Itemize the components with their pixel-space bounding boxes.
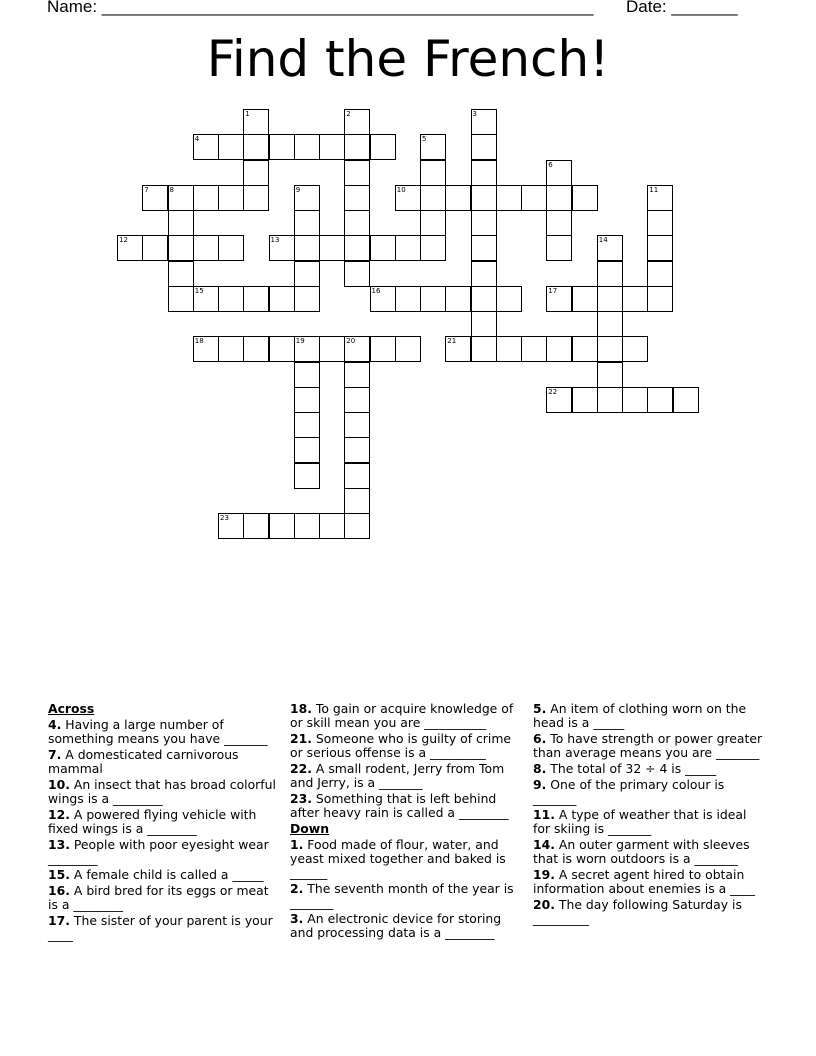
clue-text: A female child is called a _____	[73, 867, 264, 882]
clue-text: The day following Saturday is _________	[533, 897, 742, 926]
grid-cell[interactable]	[647, 286, 673, 312]
clue-text: A small rodent, Jerry from Tom and Jerry, is a _______	[290, 761, 505, 790]
grid-cell[interactable]	[395, 235, 421, 261]
page-title: Find the French!	[206, 30, 610, 88]
grid-cell[interactable]	[168, 185, 194, 211]
clue-down-9	[533, 778, 765, 806]
clue-across-22	[290, 762, 522, 790]
grid-cell[interactable]	[572, 387, 598, 413]
grid-cell[interactable]	[344, 513, 370, 539]
clue-across-23	[290, 792, 522, 820]
grid-cell[interactable]	[597, 311, 623, 337]
grid-cell[interactable]	[193, 286, 219, 312]
clue-text: To gain or acquire knowledge of or skill mean you are __________	[290, 701, 514, 730]
grid-cell[interactable]	[445, 185, 471, 211]
grid-cell[interactable]	[546, 235, 572, 261]
grid-cell[interactable]	[572, 286, 598, 312]
grid-cell[interactable]	[471, 134, 497, 160]
clue-down-3	[290, 912, 522, 940]
clue-number: 4.	[48, 717, 62, 732]
clue-across-16	[48, 884, 278, 912]
grid-cell[interactable]	[243, 109, 269, 135]
grid-cell[interactable]	[445, 336, 471, 362]
grid-cell[interactable]	[294, 437, 320, 463]
cell-number: 1	[245, 110, 250, 118]
grid-cell[interactable]	[395, 185, 421, 211]
grid-cell[interactable]	[420, 134, 446, 160]
grid-cell[interactable]	[546, 286, 572, 312]
grid-cell[interactable]	[597, 362, 623, 388]
clue-text: An outer garment with sleeves that is worn outdoors is a _______	[533, 837, 750, 866]
clue-number: 18.	[290, 701, 312, 716]
grid-cell[interactable]	[243, 160, 269, 186]
grid-cell[interactable]	[294, 235, 320, 261]
grid-cell[interactable]	[344, 160, 370, 186]
clue-across-21	[290, 732, 522, 760]
clue-text: A domesticated carnivorous mammal	[48, 747, 239, 776]
grid-cell[interactable]	[597, 261, 623, 287]
clue-number: 11.	[533, 807, 555, 822]
grid-cell[interactable]	[471, 109, 497, 135]
clue-text: Food made of flour, water, and yeast mixed together and baked is ______	[290, 837, 506, 880]
grid-cell[interactable]	[647, 210, 673, 236]
clue-down-1	[290, 838, 522, 880]
cell-number: 16	[371, 286, 381, 295]
grid-cell[interactable]	[471, 210, 497, 236]
clue-text: An electronic device for storing and processing data is a ________	[290, 911, 502, 940]
clue-number: 15.	[48, 867, 70, 882]
grid-cell[interactable]	[218, 513, 244, 539]
grid-cell[interactable]	[218, 286, 244, 312]
clues-column-3	[533, 702, 765, 928]
grid-cell[interactable]	[546, 160, 572, 186]
grid-cell[interactable]	[269, 134, 295, 160]
clue-down-20	[533, 898, 765, 926]
grid-cell[interactable]	[344, 362, 370, 388]
clue-text: One of the primary colour is _______	[533, 777, 725, 806]
grid-cell[interactable]	[319, 336, 345, 362]
clue-number: 1.	[290, 837, 304, 852]
clue-number: 6.	[533, 731, 547, 746]
cell-number: 22	[548, 387, 558, 396]
grid-cell[interactable]	[496, 336, 522, 362]
grid-cell[interactable]	[597, 336, 623, 362]
cell-number: 8	[169, 185, 174, 194]
cell-number: 13	[270, 236, 280, 245]
grid-cell[interactable]	[521, 185, 547, 211]
grid-cell[interactable]	[269, 235, 295, 261]
grid-cell[interactable]	[218, 134, 244, 160]
grid-cell[interactable]	[319, 235, 345, 261]
grid-cell[interactable]	[193, 134, 219, 160]
grid-cell[interactable]	[370, 286, 396, 312]
grid-cell[interactable]	[344, 134, 370, 160]
grid-cell[interactable]	[142, 235, 168, 261]
grid-cell[interactable]	[294, 261, 320, 287]
grid-cell[interactable]	[546, 185, 572, 211]
grid-cell[interactable]	[294, 463, 320, 489]
grid-cell[interactable]	[344, 488, 370, 514]
clue-number: 2.	[290, 881, 304, 896]
clue-number: 5.	[533, 701, 547, 716]
clue-number: 22.	[290, 761, 312, 776]
grid-cell[interactable]	[471, 235, 497, 261]
cell-number: 17	[548, 286, 558, 295]
clue-across-12	[48, 808, 278, 836]
clue-down-6	[533, 732, 765, 760]
cell-number: 4	[194, 135, 200, 144]
grid-cell[interactable]	[294, 513, 320, 539]
grid-cell[interactable]	[420, 160, 446, 186]
grid-cell[interactable]	[622, 336, 648, 362]
grid-cell[interactable]	[496, 286, 522, 312]
clue-text: The sister of your parent is your ____	[48, 913, 273, 942]
clue-number: 17.	[48, 913, 70, 928]
grid-cell[interactable]	[344, 185, 370, 211]
cell-number: 15	[194, 286, 204, 295]
grid-cell[interactable]	[395, 286, 421, 312]
grid-cell[interactable]	[420, 235, 446, 261]
grid-cell[interactable]	[471, 336, 497, 362]
cell-number: 10	[396, 185, 406, 194]
cell-number: 14	[598, 236, 608, 245]
clue-text: To have strength or power greater than average means you are _______	[533, 731, 763, 760]
clue-text: A powered flying vehicle with fixed wings is a ________	[48, 807, 257, 836]
clue-number: 3.	[290, 911, 304, 926]
grid-cell[interactable]	[294, 286, 320, 312]
grid-cell[interactable]	[521, 336, 547, 362]
grid-cell[interactable]	[647, 387, 673, 413]
clue-number: 7.	[48, 747, 62, 762]
clue-number: 21.	[290, 731, 312, 746]
grid-cell[interactable]	[546, 210, 572, 236]
grid-cell[interactable]	[344, 336, 370, 362]
grid-cell[interactable]	[546, 387, 572, 413]
clue-down-8	[533, 762, 765, 776]
grid-cell[interactable]	[344, 463, 370, 489]
clue-text: People with poor eyesight wear ________	[48, 837, 269, 866]
clue-number: 12.	[48, 807, 70, 822]
grid-cell[interactable]	[395, 336, 421, 362]
grid-cell[interactable]	[471, 261, 497, 287]
grid-cell[interactable]	[294, 185, 320, 211]
grid-cell[interactable]	[319, 513, 345, 539]
clue-down-5	[533, 702, 765, 730]
grid-cell[interactable]	[117, 235, 143, 261]
grid-cell[interactable]	[344, 210, 370, 236]
clue-text: An item of clothing worn on the head is a _____	[533, 701, 747, 730]
cell-number: 7	[144, 185, 149, 194]
grid-cell[interactable]	[243, 134, 269, 160]
clue-text: A type of weather that is ideal for skiing is _______	[533, 807, 747, 836]
grid-cell[interactable]	[243, 336, 269, 362]
grid-cell[interactable]	[344, 235, 370, 261]
clue-text: Something that is left behind after heavy rain is called a ________	[290, 791, 509, 820]
grid-cell[interactable]	[546, 336, 572, 362]
grid-cell[interactable]	[269, 336, 295, 362]
cell-number: 23	[220, 514, 229, 522]
grid-cell[interactable]	[622, 387, 648, 413]
grid-cell[interactable]	[168, 286, 194, 312]
clue-text: A secret agent hired to obtain information about enemies is a ____	[533, 867, 755, 896]
grid-cell[interactable]	[344, 437, 370, 463]
cell-number: 11	[649, 185, 659, 194]
grid-cell[interactable]	[420, 286, 446, 312]
grid-cell[interactable]	[370, 336, 396, 362]
grid-cell[interactable]	[269, 286, 295, 312]
grid-cell[interactable]	[243, 185, 269, 211]
grid-cell[interactable]	[243, 286, 269, 312]
grid-cell[interactable]	[597, 235, 623, 261]
grid-cell[interactable]	[193, 336, 219, 362]
clue-across-13	[48, 838, 278, 866]
grid-cell[interactable]	[647, 261, 673, 287]
clues-column-1	[48, 702, 278, 944]
clue-down-11	[533, 808, 765, 836]
cell-number: 2	[346, 110, 351, 118]
clue-down-2	[290, 882, 522, 910]
grid-cell[interactable]	[294, 387, 320, 413]
grid-cell[interactable]	[142, 185, 168, 211]
grid-cell[interactable]	[218, 185, 244, 211]
grid-cell[interactable]	[597, 286, 623, 312]
grid-cell[interactable]	[445, 286, 471, 312]
grid-cell[interactable]	[420, 185, 446, 211]
grid-cell[interactable]	[344, 387, 370, 413]
cell-number: 6	[548, 160, 553, 169]
clue-across-4	[48, 718, 278, 746]
clue-text: The total of 32 ÷ 4 is _____	[550, 761, 717, 776]
clue-number: 9.	[533, 777, 547, 792]
cell-number: 5	[422, 135, 427, 144]
cell-number: 3	[472, 110, 477, 118]
grid-cell[interactable]	[294, 412, 320, 438]
clue-text: A bird bred for its eggs or meat is a ________	[48, 883, 269, 912]
grid-cell[interactable]	[496, 185, 522, 211]
grid-cell[interactable]	[294, 336, 320, 362]
clue-number: 23.	[290, 791, 312, 806]
name-field-label[interactable]: Name: ____________________________________________________	[47, 0, 594, 16]
grid-cell[interactable]	[622, 286, 648, 312]
clue-text: Someone who is guilty of crime or serious offense is a _________	[290, 731, 512, 760]
cell-number: 19	[295, 337, 305, 346]
grid-cell[interactable]	[471, 311, 497, 337]
clue-across-15	[48, 868, 278, 882]
clue-down-19	[533, 868, 765, 896]
grid-cell[interactable]	[344, 261, 370, 287]
grid-cell[interactable]	[370, 134, 396, 160]
grid-cell[interactable]	[243, 513, 269, 539]
grid-cell[interactable]	[420, 210, 446, 236]
clue-text: Having a large number of something means you have _______	[48, 717, 268, 746]
grid-cell[interactable]	[344, 412, 370, 438]
grid-cell[interactable]	[572, 185, 598, 211]
grid-cell[interactable]	[168, 210, 194, 236]
cell-number: 20	[346, 337, 356, 346]
grid-cell[interactable]	[471, 286, 497, 312]
grid-cell[interactable]	[597, 387, 623, 413]
across-heading: Across	[48, 701, 95, 716]
grid-cell[interactable]	[319, 134, 345, 160]
clue-number: 19.	[533, 867, 555, 882]
grid-cell[interactable]	[218, 235, 244, 261]
cell-number: 9	[295, 185, 301, 194]
grid-cell[interactable]	[294, 362, 320, 388]
grid-cell[interactable]	[168, 235, 194, 261]
clue-number: 8.	[533, 761, 547, 776]
clue-number: 10.	[48, 777, 70, 792]
grid-cell[interactable]	[218, 336, 244, 362]
cell-number: 12	[119, 236, 128, 245]
clue-across-17	[48, 914, 278, 942]
grid-cell[interactable]	[294, 210, 320, 236]
date-field-label[interactable]: Date: _______	[626, 0, 738, 16]
cell-number: 21	[447, 337, 457, 346]
grid-cell[interactable]	[647, 235, 673, 261]
clue-across-18	[290, 702, 522, 730]
grid-cell[interactable]	[572, 336, 598, 362]
grid-cell[interactable]	[269, 513, 295, 539]
grid-cell[interactable]	[471, 160, 497, 186]
grid-cell[interactable]	[471, 185, 497, 211]
clue-across-10	[48, 778, 278, 806]
grid-cell[interactable]	[673, 387, 699, 413]
grid-cell[interactable]	[370, 235, 396, 261]
cell-number: 18	[194, 337, 204, 346]
clues-column-2	[290, 702, 522, 942]
clue-text: An insect that has broad colorful wings is a ________	[48, 777, 276, 806]
clue-number: 14.	[533, 837, 555, 852]
down-heading: Down	[290, 821, 330, 836]
grid-cell[interactable]	[193, 185, 219, 211]
clue-across-7	[48, 748, 278, 776]
grid-cell[interactable]	[193, 235, 219, 261]
grid-cell[interactable]	[647, 185, 673, 211]
grid-cell[interactable]	[344, 109, 370, 135]
clue-number: 20.	[533, 897, 555, 912]
clue-down-14	[533, 838, 765, 866]
grid-cell[interactable]	[168, 261, 194, 287]
clue-number: 16.	[48, 883, 70, 898]
grid-cell[interactable]	[294, 134, 320, 160]
clue-text: The seventh month of the year is _______	[290, 881, 514, 910]
clue-number: 13.	[48, 837, 70, 852]
